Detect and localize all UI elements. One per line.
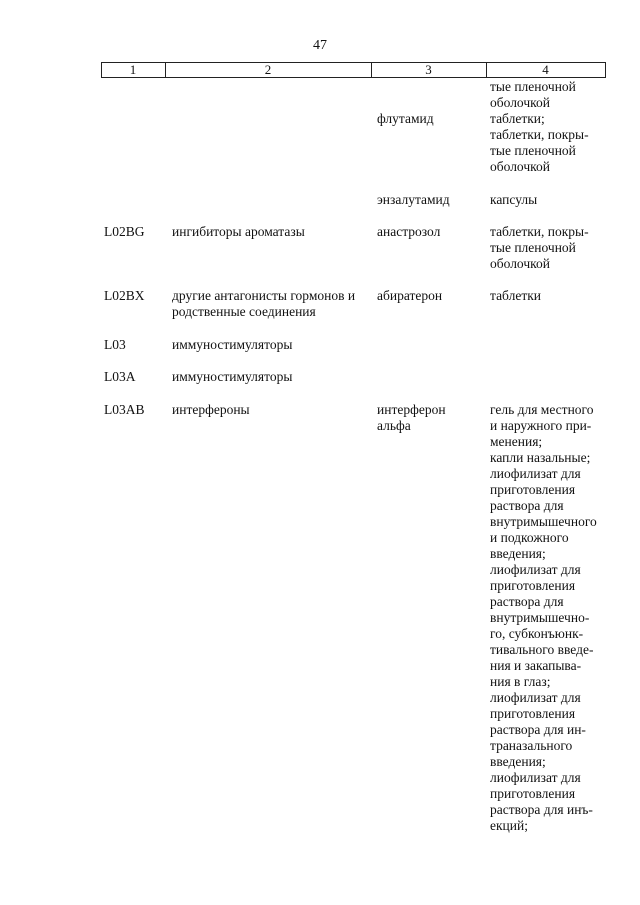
dosage-line: и подкожного xyxy=(490,530,569,545)
dosage-line: введения; xyxy=(490,546,546,561)
group-name xyxy=(172,288,368,320)
dosage-line: оболочкой xyxy=(490,95,550,110)
dosage-line: раствора для xyxy=(490,498,564,513)
dosage-line: таблетки, покры- xyxy=(490,127,589,142)
drug-name: флутамид xyxy=(377,111,434,126)
drug-name-line: интерферон xyxy=(377,402,446,417)
column-header-1: 1 xyxy=(129,62,137,77)
dosage-line: оболочкой xyxy=(490,256,550,271)
column-header-3: 3 xyxy=(425,62,432,77)
dosage-line: приготовления xyxy=(490,482,576,497)
dosage-line: раствора для xyxy=(490,594,564,609)
dosage-form xyxy=(490,79,603,175)
table-border xyxy=(605,63,606,77)
dosage-form xyxy=(490,402,603,834)
dosage-line: раствора для ин- xyxy=(490,722,586,737)
drug-name: анастрозол xyxy=(377,224,441,239)
dosage-form: капсулы xyxy=(490,192,538,207)
dosage-line: и наружного при- xyxy=(490,418,592,433)
atc-code: L02BG xyxy=(104,224,145,239)
group-name-line: родственные соединения xyxy=(172,304,316,319)
group-name: иммуностимуляторы xyxy=(172,337,293,352)
dosage-line: тые пленочной xyxy=(490,79,576,94)
group-name-line: другие антагонисты гормонов и xyxy=(172,288,356,303)
dosage-line: оболочкой xyxy=(490,159,550,174)
dosage-line: приготовления xyxy=(490,706,576,721)
dosage-line: раствора для инъ- xyxy=(490,802,593,817)
atc-code: L03AB xyxy=(104,402,145,417)
dosage-line: ния и закапыва- xyxy=(490,658,582,673)
dosage-line: екций; xyxy=(490,818,528,833)
dosage-line: внутримышечного xyxy=(490,514,597,529)
page-number: 47 xyxy=(313,38,327,53)
drug-name: абиратерон xyxy=(377,288,443,303)
dosage-line: лиофилизат для xyxy=(490,562,581,577)
dosage-line: приготовления xyxy=(490,578,576,593)
dosage-line: лиофилизат для xyxy=(490,770,581,785)
dosage-line: тые пленочной xyxy=(490,143,576,158)
dosage-line: лиофилизат для xyxy=(490,466,581,481)
atc-code: L02BX xyxy=(104,288,145,303)
dosage-line: го, субконъюнк- xyxy=(490,626,584,641)
dosage-line: гель для местного xyxy=(490,402,594,417)
group-name: ингибиторы ароматазы xyxy=(172,224,305,239)
drug-name-line: альфа xyxy=(377,418,411,433)
dosage-line: ния в глаз; xyxy=(490,674,551,689)
dosage-line: тые пленочной xyxy=(490,240,576,255)
drug-name: энзалутамид xyxy=(377,192,450,207)
dosage-line: приготовления xyxy=(490,786,576,801)
dosage-line: траназального xyxy=(490,738,573,753)
column-header-4: 4 xyxy=(542,62,549,77)
dosage-line: внутримышечно- xyxy=(490,610,590,625)
dosage-line: таблетки, покры- xyxy=(490,224,589,239)
group-name: иммуностимуляторы xyxy=(172,369,293,384)
dosage-line: менения; xyxy=(490,434,543,449)
atc-code: L03 xyxy=(104,337,126,352)
table-header xyxy=(101,62,606,78)
dosage-line: таблетки; xyxy=(490,111,545,126)
group-name: интерфероны xyxy=(172,402,250,417)
dosage-line: капли назальные; xyxy=(490,450,591,465)
dosage-line: лиофилизат для xyxy=(490,690,581,705)
dosage-line: тивального введе- xyxy=(490,642,594,657)
drug-name xyxy=(377,402,481,434)
atc-code: L03A xyxy=(104,369,136,384)
dosage-line: введения; xyxy=(490,754,546,769)
dosage-form xyxy=(490,224,603,272)
column-header-2: 2 xyxy=(264,62,272,77)
dosage-form: таблетки xyxy=(490,288,542,303)
